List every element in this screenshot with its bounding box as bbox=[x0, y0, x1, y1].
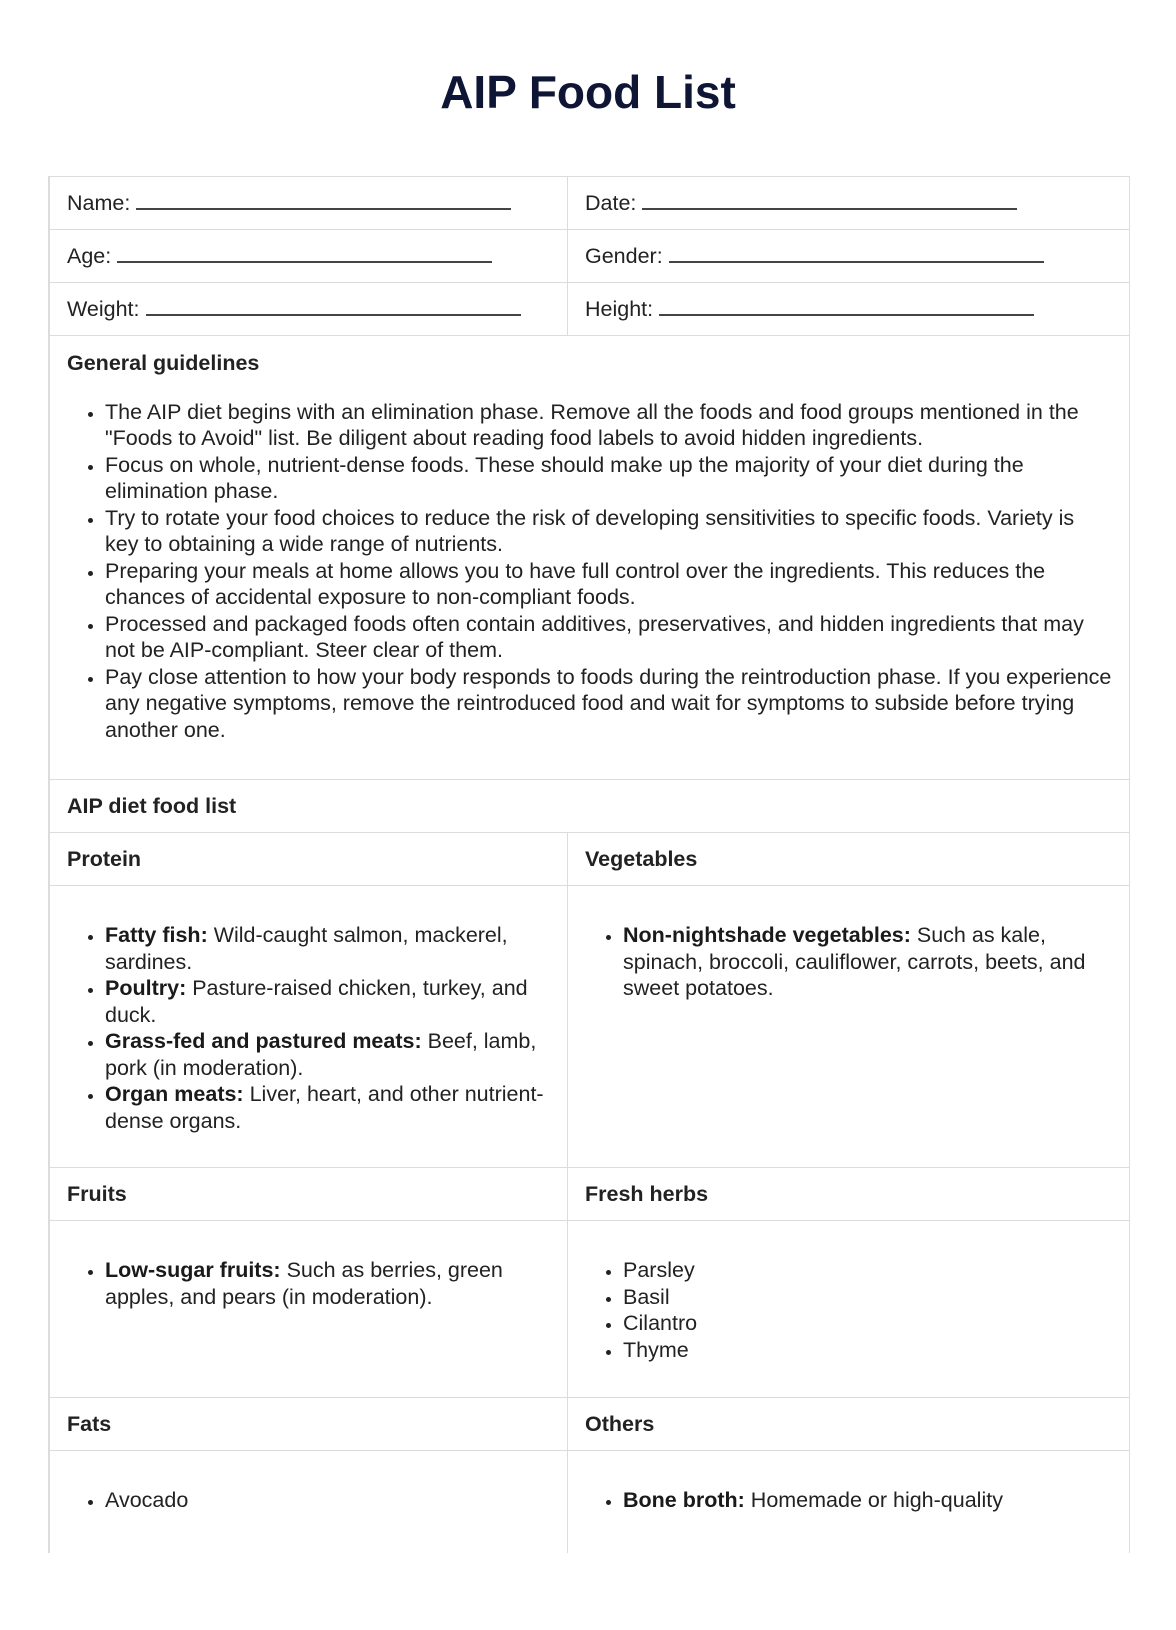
food-list-heading-row bbox=[50, 780, 1130, 833]
item-text: Homemade or high-quality bbox=[744, 1488, 1003, 1512]
category-heading-row bbox=[50, 833, 1130, 886]
category-content-row bbox=[50, 1221, 1130, 1398]
item-text: Pasture-raised chicken, turkey, and duck. bbox=[105, 976, 528, 1027]
list-item bbox=[105, 922, 550, 975]
name-label: Name: bbox=[67, 190, 131, 215]
list-item: • Parsley bbox=[623, 1257, 1112, 1284]
list-item bbox=[623, 922, 1112, 1002]
item-text: Liver, heart, and other nutrient-dense organs. bbox=[105, 1082, 544, 1133]
list-item bbox=[105, 1081, 550, 1134]
page-title: AIP Food List bbox=[440, 66, 736, 118]
age-field[interactable] bbox=[50, 230, 568, 283]
category-heading-row bbox=[50, 1398, 1130, 1451]
guidelines-heading: General guidelines bbox=[67, 351, 260, 375]
item-label: Poultry: bbox=[105, 976, 187, 1000]
gender-label: Gender: bbox=[585, 243, 663, 268]
protein-list bbox=[67, 922, 550, 1134]
info-row bbox=[50, 283, 1130, 336]
fruits-list bbox=[67, 1257, 550, 1310]
date-label: Date: bbox=[585, 190, 637, 215]
weight-label: Weight: bbox=[67, 296, 140, 321]
protein-cell bbox=[50, 886, 568, 1168]
height-field[interactable] bbox=[568, 283, 1130, 336]
guidelines-row bbox=[50, 336, 1130, 780]
vegetables-cell bbox=[568, 886, 1130, 1168]
list-item: • Cilantro bbox=[623, 1310, 1112, 1337]
list-item: • Avocado bbox=[105, 1487, 550, 1514]
category-content-row bbox=[50, 1451, 1130, 1554]
others-list bbox=[585, 1487, 1112, 1514]
info-row bbox=[50, 230, 1130, 283]
date-blank-line[interactable] bbox=[642, 190, 1017, 210]
guideline-item: • Pay close attention to how your body responds to foods during the reintroduction phase. If you experience any negative symptoms, remove the reintroduced food and wait for symptoms to subside before trying another one. bbox=[105, 664, 1112, 744]
guidelines-section bbox=[50, 336, 1130, 780]
food-list-form bbox=[48, 176, 1130, 1553]
category-content-row bbox=[50, 886, 1130, 1168]
guideline-item: • Focus on whole, nutrient-dense foods. These should make up the majority of your diet during the elimination phase. bbox=[105, 452, 1112, 505]
list-item bbox=[105, 975, 550, 1028]
others-cell bbox=[568, 1451, 1130, 1554]
form-table bbox=[49, 176, 1130, 1553]
guidelines-list bbox=[67, 399, 1112, 744]
item-label: Organ meats: bbox=[105, 1082, 244, 1106]
item-label: Bone broth: bbox=[623, 1488, 745, 1512]
gender-blank-line[interactable] bbox=[669, 243, 1044, 263]
height-label: Height: bbox=[585, 296, 654, 321]
height-blank-line[interactable] bbox=[659, 296, 1034, 316]
fats-cell bbox=[50, 1451, 568, 1554]
guideline-item: • Try to rotate your food choices to reduce the risk of developing sensitivities to specific foods. Variety is key to obtaining a wide range of nutrients. bbox=[105, 505, 1112, 558]
age-blank-line[interactable] bbox=[117, 243, 492, 263]
name-field[interactable] bbox=[50, 177, 568, 230]
category-heading-row bbox=[50, 1168, 1130, 1221]
list-item bbox=[105, 1257, 550, 1310]
others-heading: Others bbox=[568, 1398, 1130, 1451]
herbs-heading: Fresh herbs bbox=[568, 1168, 1130, 1221]
fruits-heading: Fruits bbox=[50, 1168, 568, 1221]
protein-heading: Protein bbox=[50, 833, 568, 886]
item-label: Fatty fish: bbox=[105, 923, 208, 947]
herbs-cell bbox=[568, 1221, 1130, 1398]
name-blank-line[interactable] bbox=[136, 190, 511, 210]
weight-field[interactable] bbox=[50, 283, 568, 336]
item-text: Such as kale, spinach, broccoli, cauliflower, carrots, beets, and sweet potatoes. bbox=[623, 923, 1086, 1000]
guideline-item: • Processed and packaged foods often contain additives, preservatives, and hidden ingredients that may not be AIP-compliant. Steer clear of them. bbox=[105, 611, 1112, 664]
herbs-list bbox=[585, 1257, 1112, 1363]
gender-field[interactable] bbox=[568, 230, 1130, 283]
item-label: Non-nightshade vegetables: bbox=[623, 923, 911, 947]
food-list-heading: AIP diet food list bbox=[50, 780, 1130, 833]
fruits-cell bbox=[50, 1221, 568, 1398]
list-item: • Basil bbox=[623, 1284, 1112, 1311]
item-text: Beef, lamb, pork (in moderation). bbox=[105, 1029, 537, 1080]
weight-blank-line[interactable] bbox=[146, 296, 521, 316]
item-label: Low-sugar fruits: bbox=[105, 1258, 281, 1282]
item-label: Grass-fed and pastured meats: bbox=[105, 1029, 422, 1053]
guideline-item: • The AIP diet begins with an elimination phase. Remove all the foods and food groups mentioned in the "Foods to Avoid" list. Be diligent about reading food labels to avoid hidden ingredients. bbox=[105, 399, 1112, 452]
list-item bbox=[623, 1487, 1112, 1514]
list-item: • Thyme bbox=[623, 1337, 1112, 1364]
list-item bbox=[105, 1028, 550, 1081]
date-field[interactable] bbox=[568, 177, 1130, 230]
fats-heading: Fats bbox=[50, 1398, 568, 1451]
vegetables-list bbox=[585, 922, 1112, 1002]
guideline-item: • Preparing your meals at home allows you to have full control over the ingredients. This reduces the chances of accidental exposure to non-compliant foods. bbox=[105, 558, 1112, 611]
info-row bbox=[50, 177, 1130, 230]
item-text: Wild-caught salmon, mackerel, sardines. bbox=[105, 923, 508, 974]
fats-list bbox=[67, 1487, 550, 1514]
vegetables-heading: Vegetables bbox=[568, 833, 1130, 886]
item-text: Such as berries, green apples, and pears (in moderation). bbox=[105, 1258, 503, 1309]
age-label: Age: bbox=[67, 243, 112, 268]
